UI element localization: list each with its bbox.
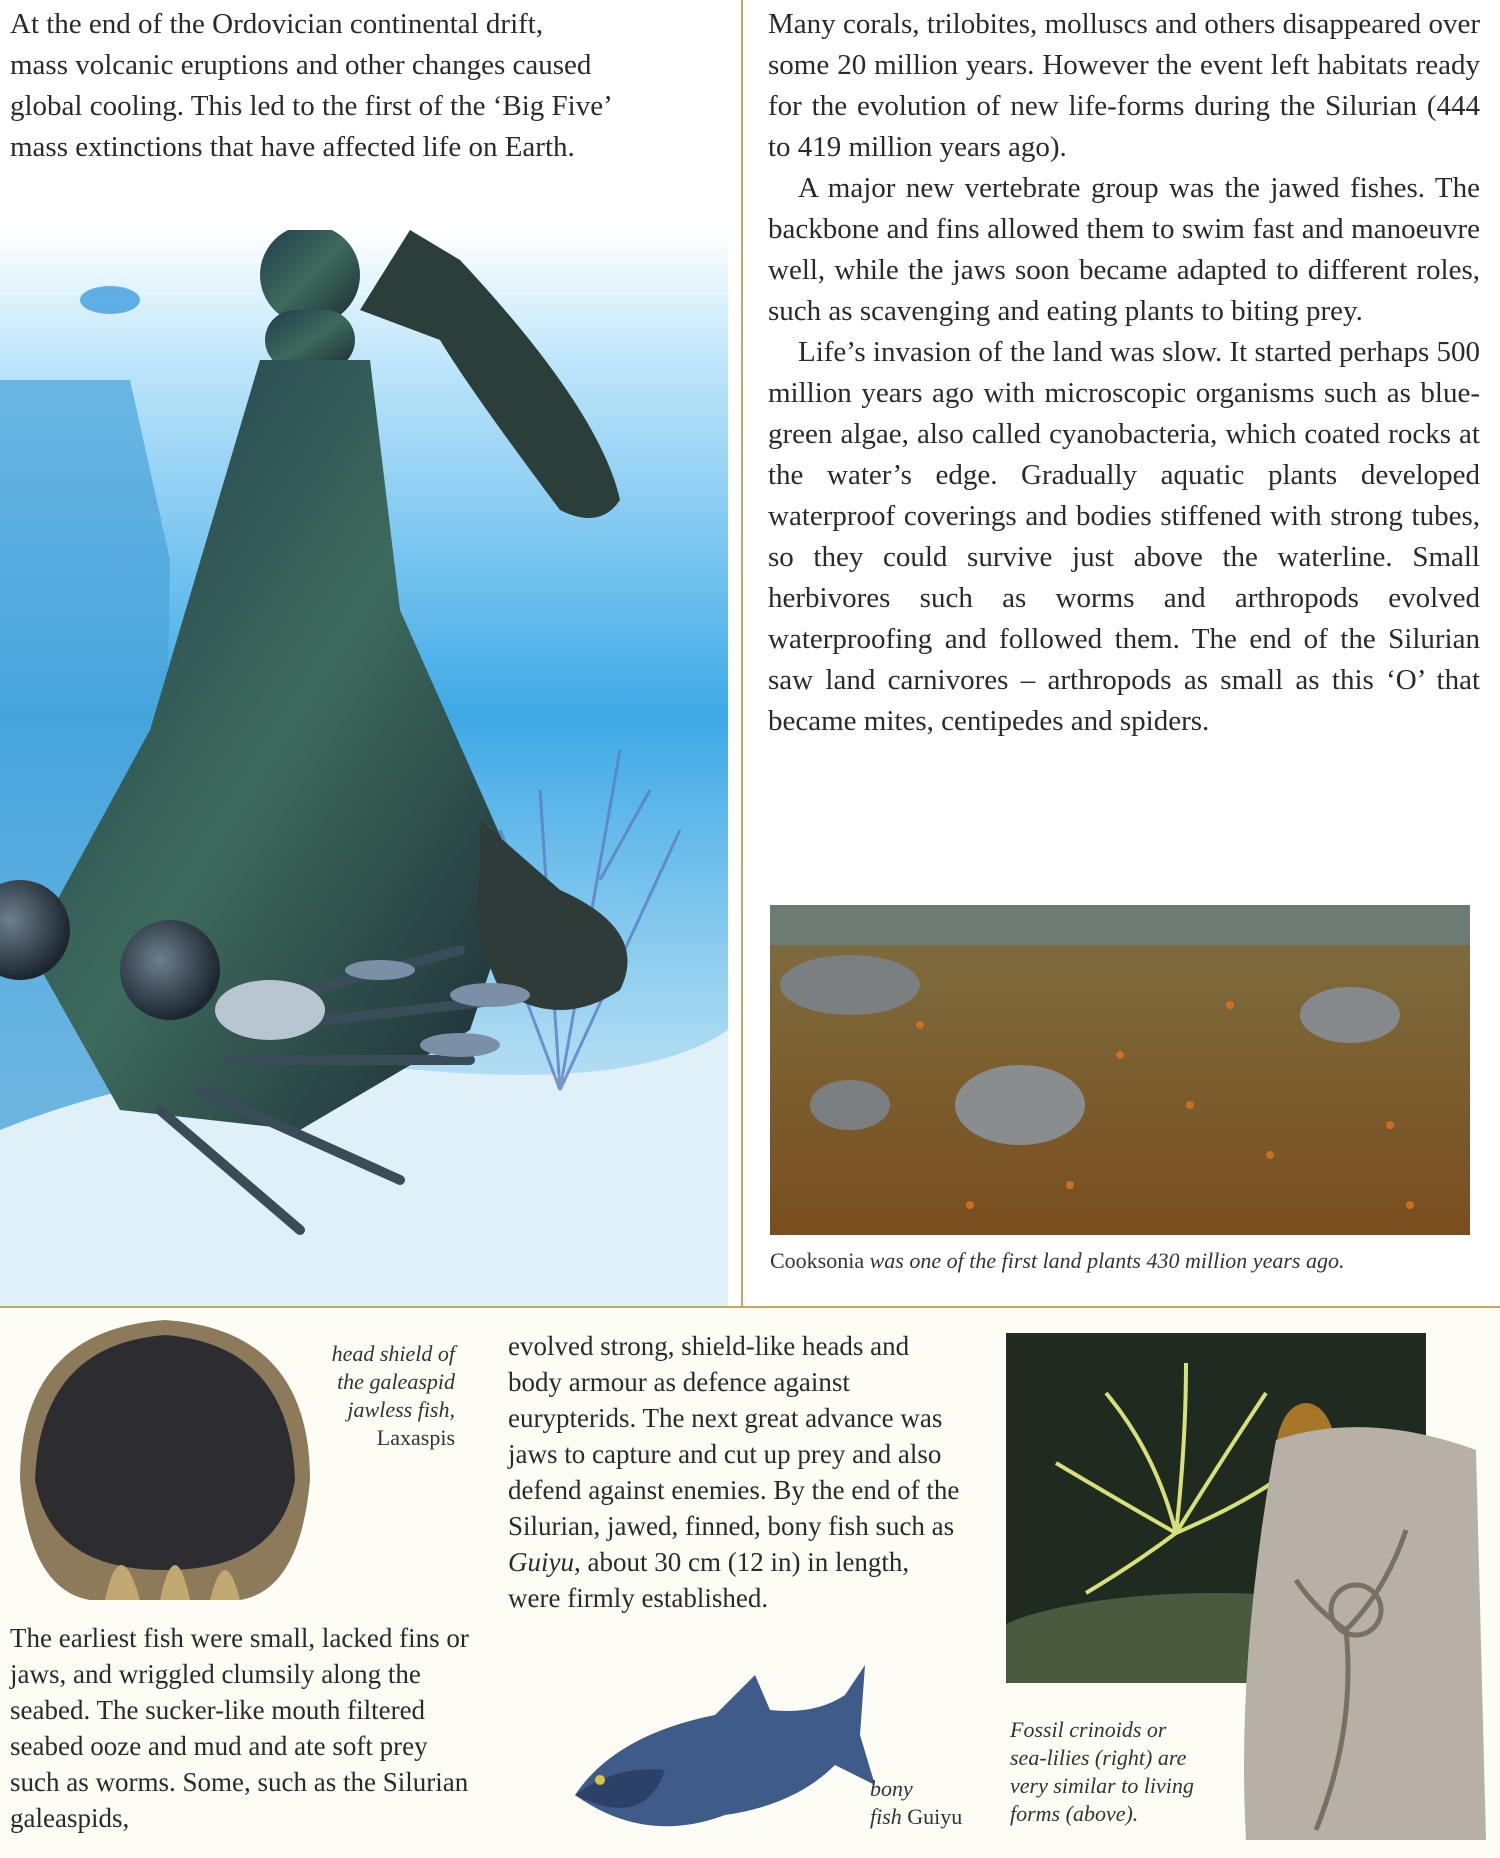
intro-line: mass volcanic eruptions and other changes caused [10, 49, 592, 81]
paragraph-extinction: Many corals, trilobites, molluscs and others disappeared over some 20 million years. However the event left habitats ready for the evolution of new life-forms during the Silurian (444 to 419 million years ago). [768, 8, 1480, 163]
caption-line: jawless fish, [347, 1397, 455, 1422]
caption-text: was one of the first land plants 430 million years ago. [864, 1248, 1345, 1273]
caption-line: bony [870, 1776, 913, 1801]
intro-line: At the end of the Ordovician continental drift, [10, 8, 544, 40]
intro-line: global cooling. This led to the first of the ‘Big Five’ [10, 90, 613, 122]
head-shield-fossil-image [10, 1310, 320, 1610]
caption-line: Guiyu [901, 1804, 963, 1829]
guiyu-fish-image [555, 1655, 885, 1850]
intro-line: mass extinctions that have affected life on Earth. [10, 131, 575, 163]
caption-line: the galeaspid [337, 1369, 455, 1394]
guiyu-name: Guiyu [508, 1547, 574, 1577]
caption-line: Laxaspis [376, 1425, 455, 1450]
cooksonia-landscape-image [770, 905, 1470, 1235]
caption-line: head shield of [331, 1341, 455, 1366]
jawed-fish-paragraph [508, 1328, 968, 1616]
section-divider [0, 1306, 1500, 1308]
caption-line: forms (above). [1010, 1801, 1139, 1826]
eurypterid-illustration [0, 230, 728, 1310]
paragraph-part: evolved strong, shield-like heads and body armour as defence against eurypterids. The next great advance was jaws to capture and cut up prey and also defend against enemies. By the end of the Silurian, jawed, finned, bony fish such as [508, 1331, 960, 1541]
caption-line: sea-lilies (right) are [1010, 1745, 1187, 1770]
right-column-text [768, 4, 1480, 742]
caption-line: fish [870, 1804, 902, 1829]
paragraph-land-invasion: Life’s invasion of the land was slow. It started perhaps 500 million years ago with microscopic organisms such as blue-green algae, also called cyanobacteria, which coated rocks at the water’s edge. Gradually aquatic plants developed waterproof coverings and bodies stiffened with strong tubes, so they could survive just above the waterline. Small herbivores such as worms and arthropods evolved waterproofing and followed them. The end of the Silurian saw land carnivores – arthropods as small as this ‘O’ that became mites, centipedes and spiders. [768, 336, 1480, 737]
intro-paragraph [10, 4, 730, 168]
fossil-crinoid-image [1236, 1410, 1496, 1850]
column-divider [741, 0, 743, 1320]
paragraph-jawed-fishes: A major new vertebrate group was the jawed fishes. The backbone and fins allowed them to swim fast and manoeuvre well, while the jaws soon became adapted to different roles, such as scavenging and eating plants to biting prey. [768, 172, 1480, 327]
guiyu-caption [870, 1775, 990, 1831]
earliest-fish-paragraph: The earliest fish were small, lacked fins or jaws, and wriggled clumsily along the seabed. The sucker-like mouth filtered seabed ooze and mud and ate soft prey such as worms. Some, such as the Silurian galeaspids, [10, 1623, 469, 1833]
cooksonia-caption [770, 1247, 1480, 1274]
caption-line: Fossil crinoids or [1010, 1717, 1167, 1742]
crinoid-caption [1010, 1716, 1240, 1828]
head-shield-caption [300, 1340, 455, 1452]
paragraph-part: , about 30 cm (12 in) in length, were firmly established. [508, 1547, 910, 1613]
caption-line: very similar to living [1010, 1773, 1194, 1798]
caption-plant-name: Cooksonia [770, 1248, 865, 1273]
